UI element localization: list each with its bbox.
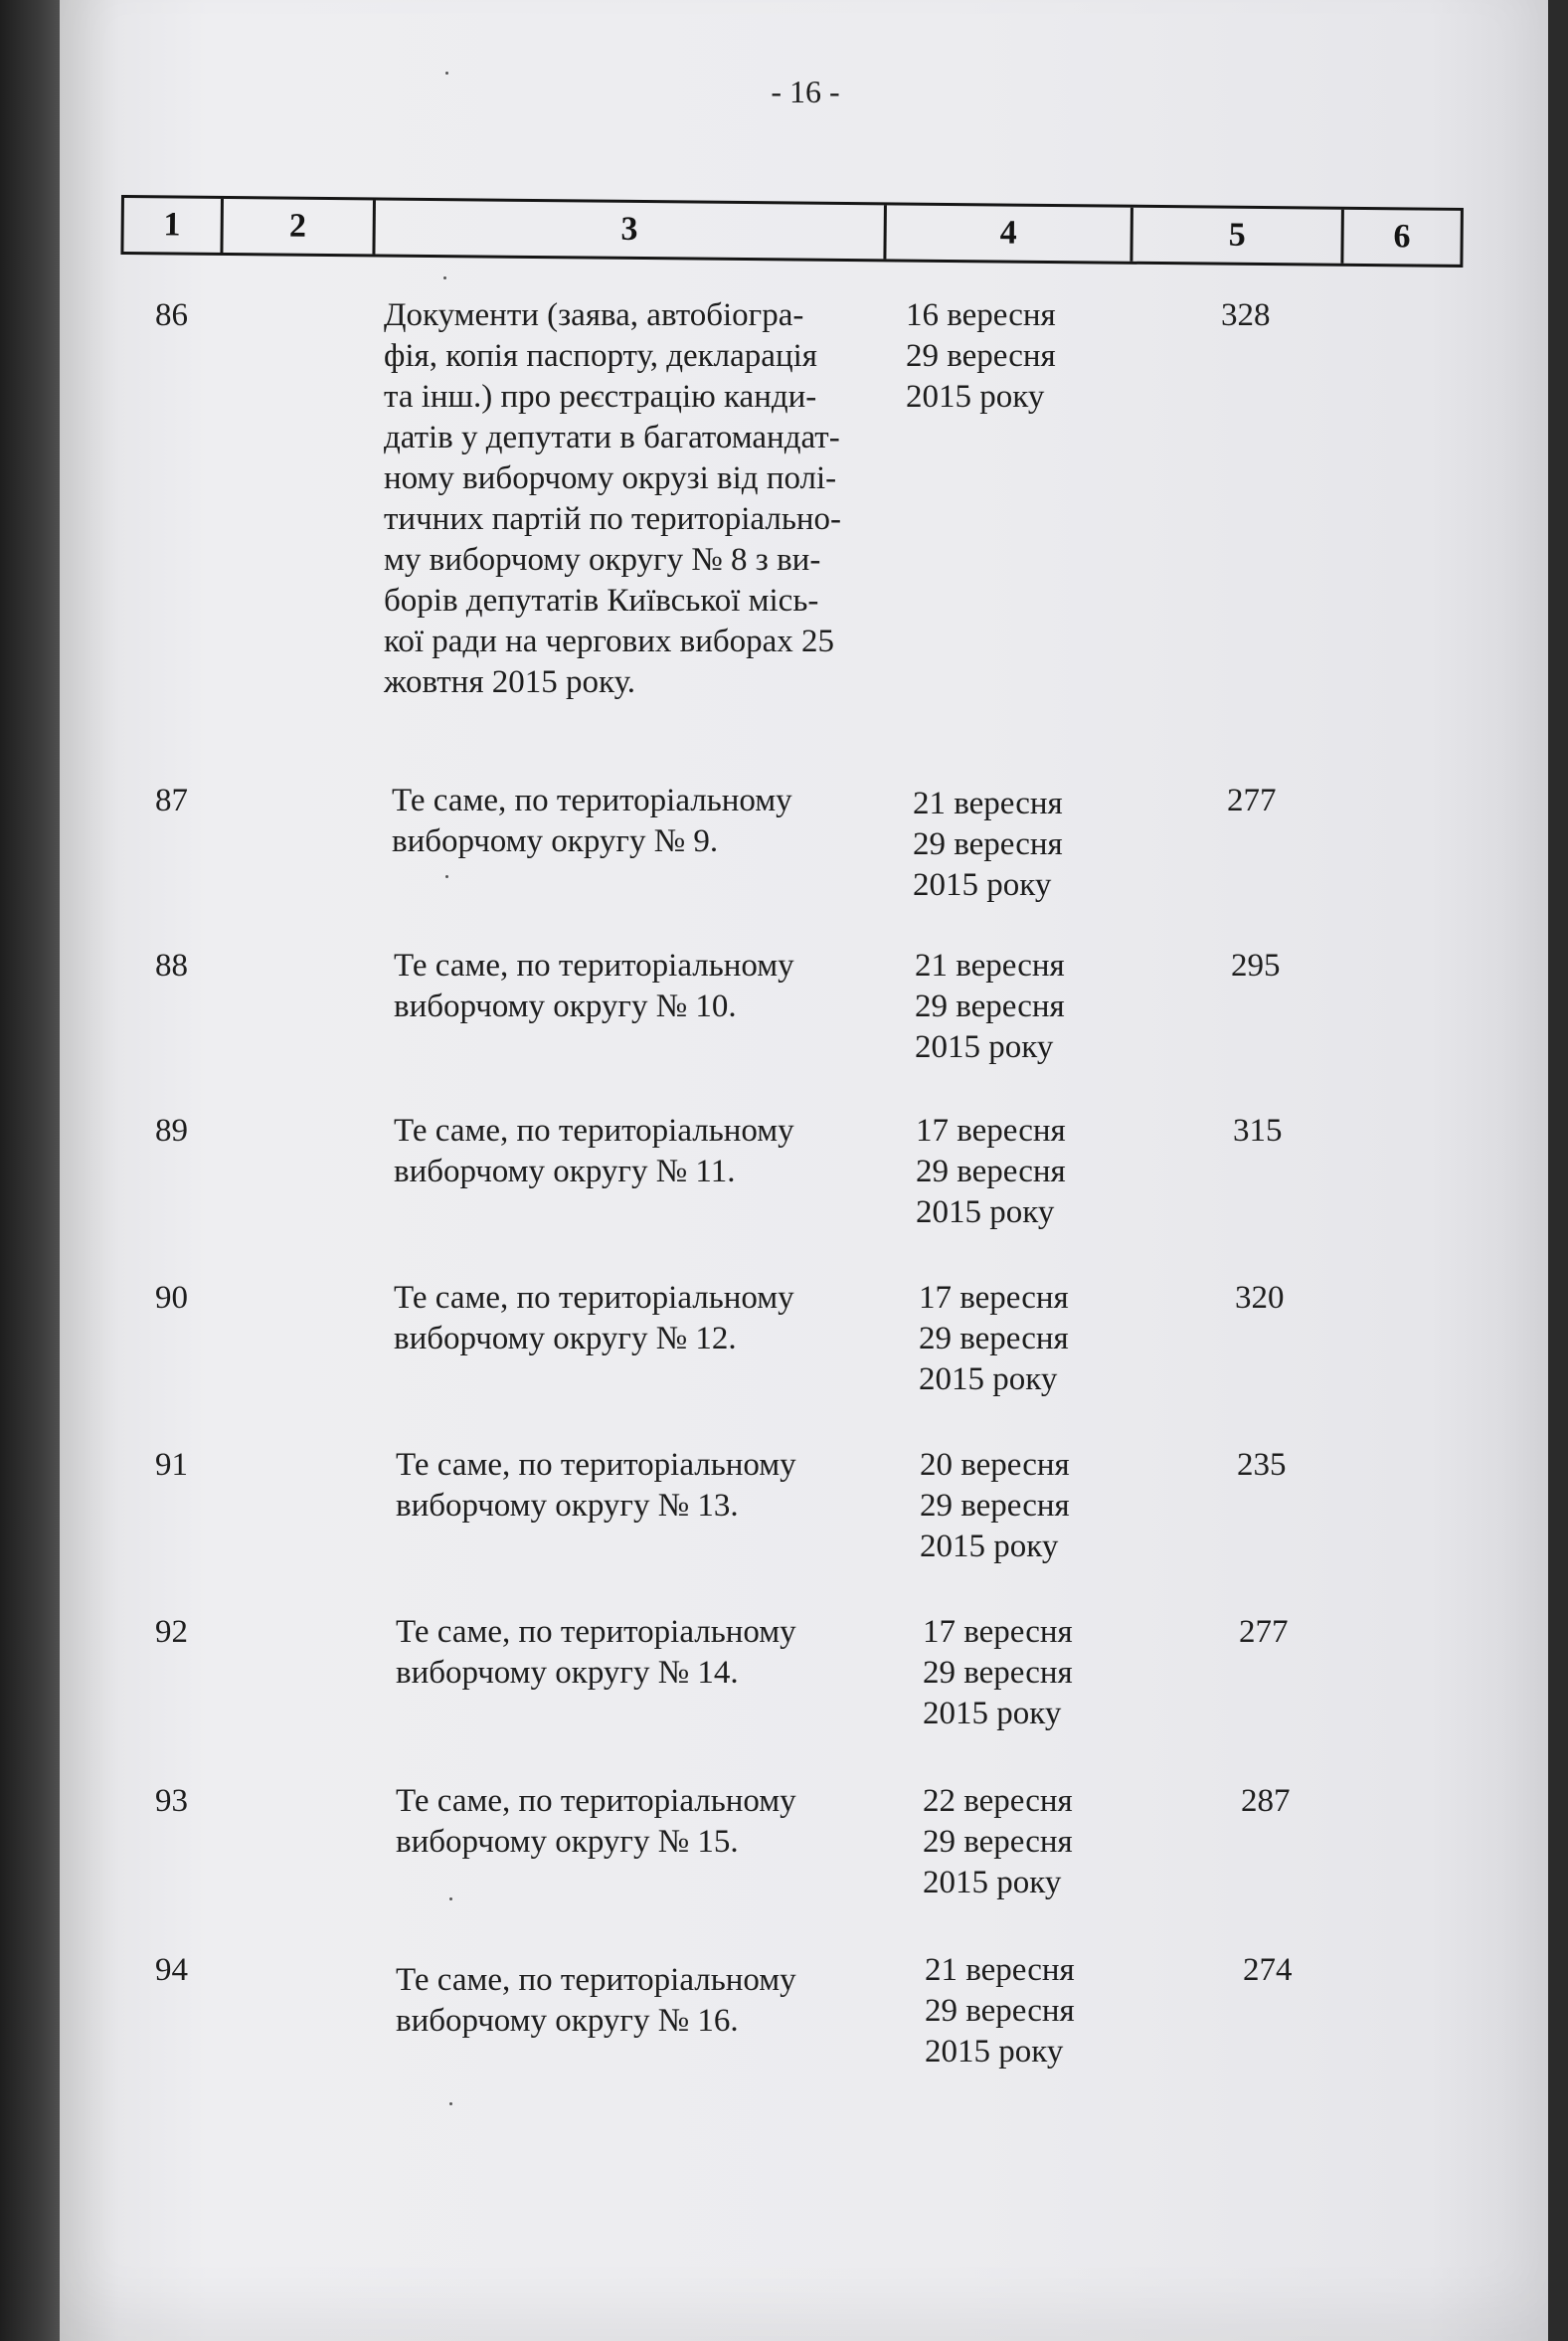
row-sheet-count: 295 — [1231, 948, 1281, 984]
column-header-2: 2 — [223, 199, 376, 254]
column-header-5: 5 — [1133, 208, 1344, 264]
row-number: 91 — [155, 1447, 188, 1483]
row-description: Те саме, по територіальному виборчому округу № 14. — [396, 1614, 796, 1691]
paper-speck — [445, 72, 448, 75]
column-header-4: 4 — [886, 205, 1133, 261]
column-header-1: 1 — [123, 198, 223, 253]
row-dates: 21 вересня 29 вересня 2015 року — [913, 786, 1063, 903]
row-number: 93 — [155, 1783, 188, 1819]
row-dates: 21 вересня 29 вересня 2015 року — [925, 1952, 1075, 2070]
paper-speck — [449, 2102, 452, 2105]
row-description: Документи (заява, автобіогра- фія, копія паспорту, декларація та інш.) про реєстрацію канди- датів у депутати в багатомандат- ному виборчому окрузі від полі- тичних партій по територіально- му виборчому округу № 8 з ви- борів депутатів Київської місь- кої ради на чергових виборах 25 жовтня 2015 року. — [384, 297, 842, 700]
column-header-6: 6 — [1393, 218, 1411, 256]
row-description: Те саме, по територіальному виборчому округу № 16. — [396, 1962, 796, 2039]
row-number: 90 — [155, 1280, 188, 1316]
row-dates: 22 вересня 29 вересня 2015 року — [923, 1783, 1073, 1900]
row-number: 94 — [155, 1952, 188, 1988]
row-description: Те саме, по територіальному виборчому округу № 11. — [394, 1113, 794, 1189]
row-dates: 16 вересня 29 вересня 2015 року — [906, 297, 1056, 415]
row-dates: 17 вересня 29 вересня 2015 року — [923, 1614, 1073, 1731]
row-description: Те саме, по територіальному виборчому округу № 10. — [394, 948, 794, 1024]
row-description: Те саме, по територіальному виборчому округу № 9. — [392, 783, 792, 859]
paper-speck — [449, 1897, 452, 1900]
row-number: 92 — [155, 1614, 188, 1650]
row-sheet-count: 328 — [1221, 297, 1271, 333]
row-sheet-count: 277 — [1239, 1614, 1289, 1650]
row-sheet-count: 274 — [1243, 1952, 1293, 1988]
row-sheet-count: 235 — [1237, 1447, 1287, 1483]
row-sheet-count: 287 — [1241, 1783, 1291, 1819]
paper-speck — [443, 276, 446, 279]
row-description: Те саме, по територіальному виборчому округу № 15. — [396, 1783, 796, 1860]
paper-speck — [445, 875, 448, 878]
row-sheet-count: 320 — [1235, 1280, 1285, 1316]
row-description: Те саме, по територіальному виборчому округу № 13. — [396, 1447, 796, 1524]
column-header-3: 3 — [375, 200, 886, 259]
row-number: 89 — [155, 1113, 188, 1149]
row-dates: 17 вересня 29 вересня 2015 року — [919, 1280, 1069, 1397]
row-number: 86 — [155, 297, 188, 333]
row-number: 87 — [155, 783, 188, 818]
row-dates: 21 вересня 29 вересня 2015 року — [915, 948, 1065, 1065]
row-sheet-count: 315 — [1233, 1113, 1283, 1149]
page-number: - 16 - — [771, 74, 840, 109]
row-dates: 20 вересня 29 вересня 2015 року — [920, 1447, 1070, 1564]
row-sheet-count: 277 — [1227, 783, 1277, 818]
row-number: 88 — [155, 948, 188, 984]
row-dates: 17 вересня 29 вересня 2015 року — [916, 1113, 1066, 1230]
row-description: Те саме, по територіальному виборчому округу № 12. — [394, 1280, 794, 1356]
